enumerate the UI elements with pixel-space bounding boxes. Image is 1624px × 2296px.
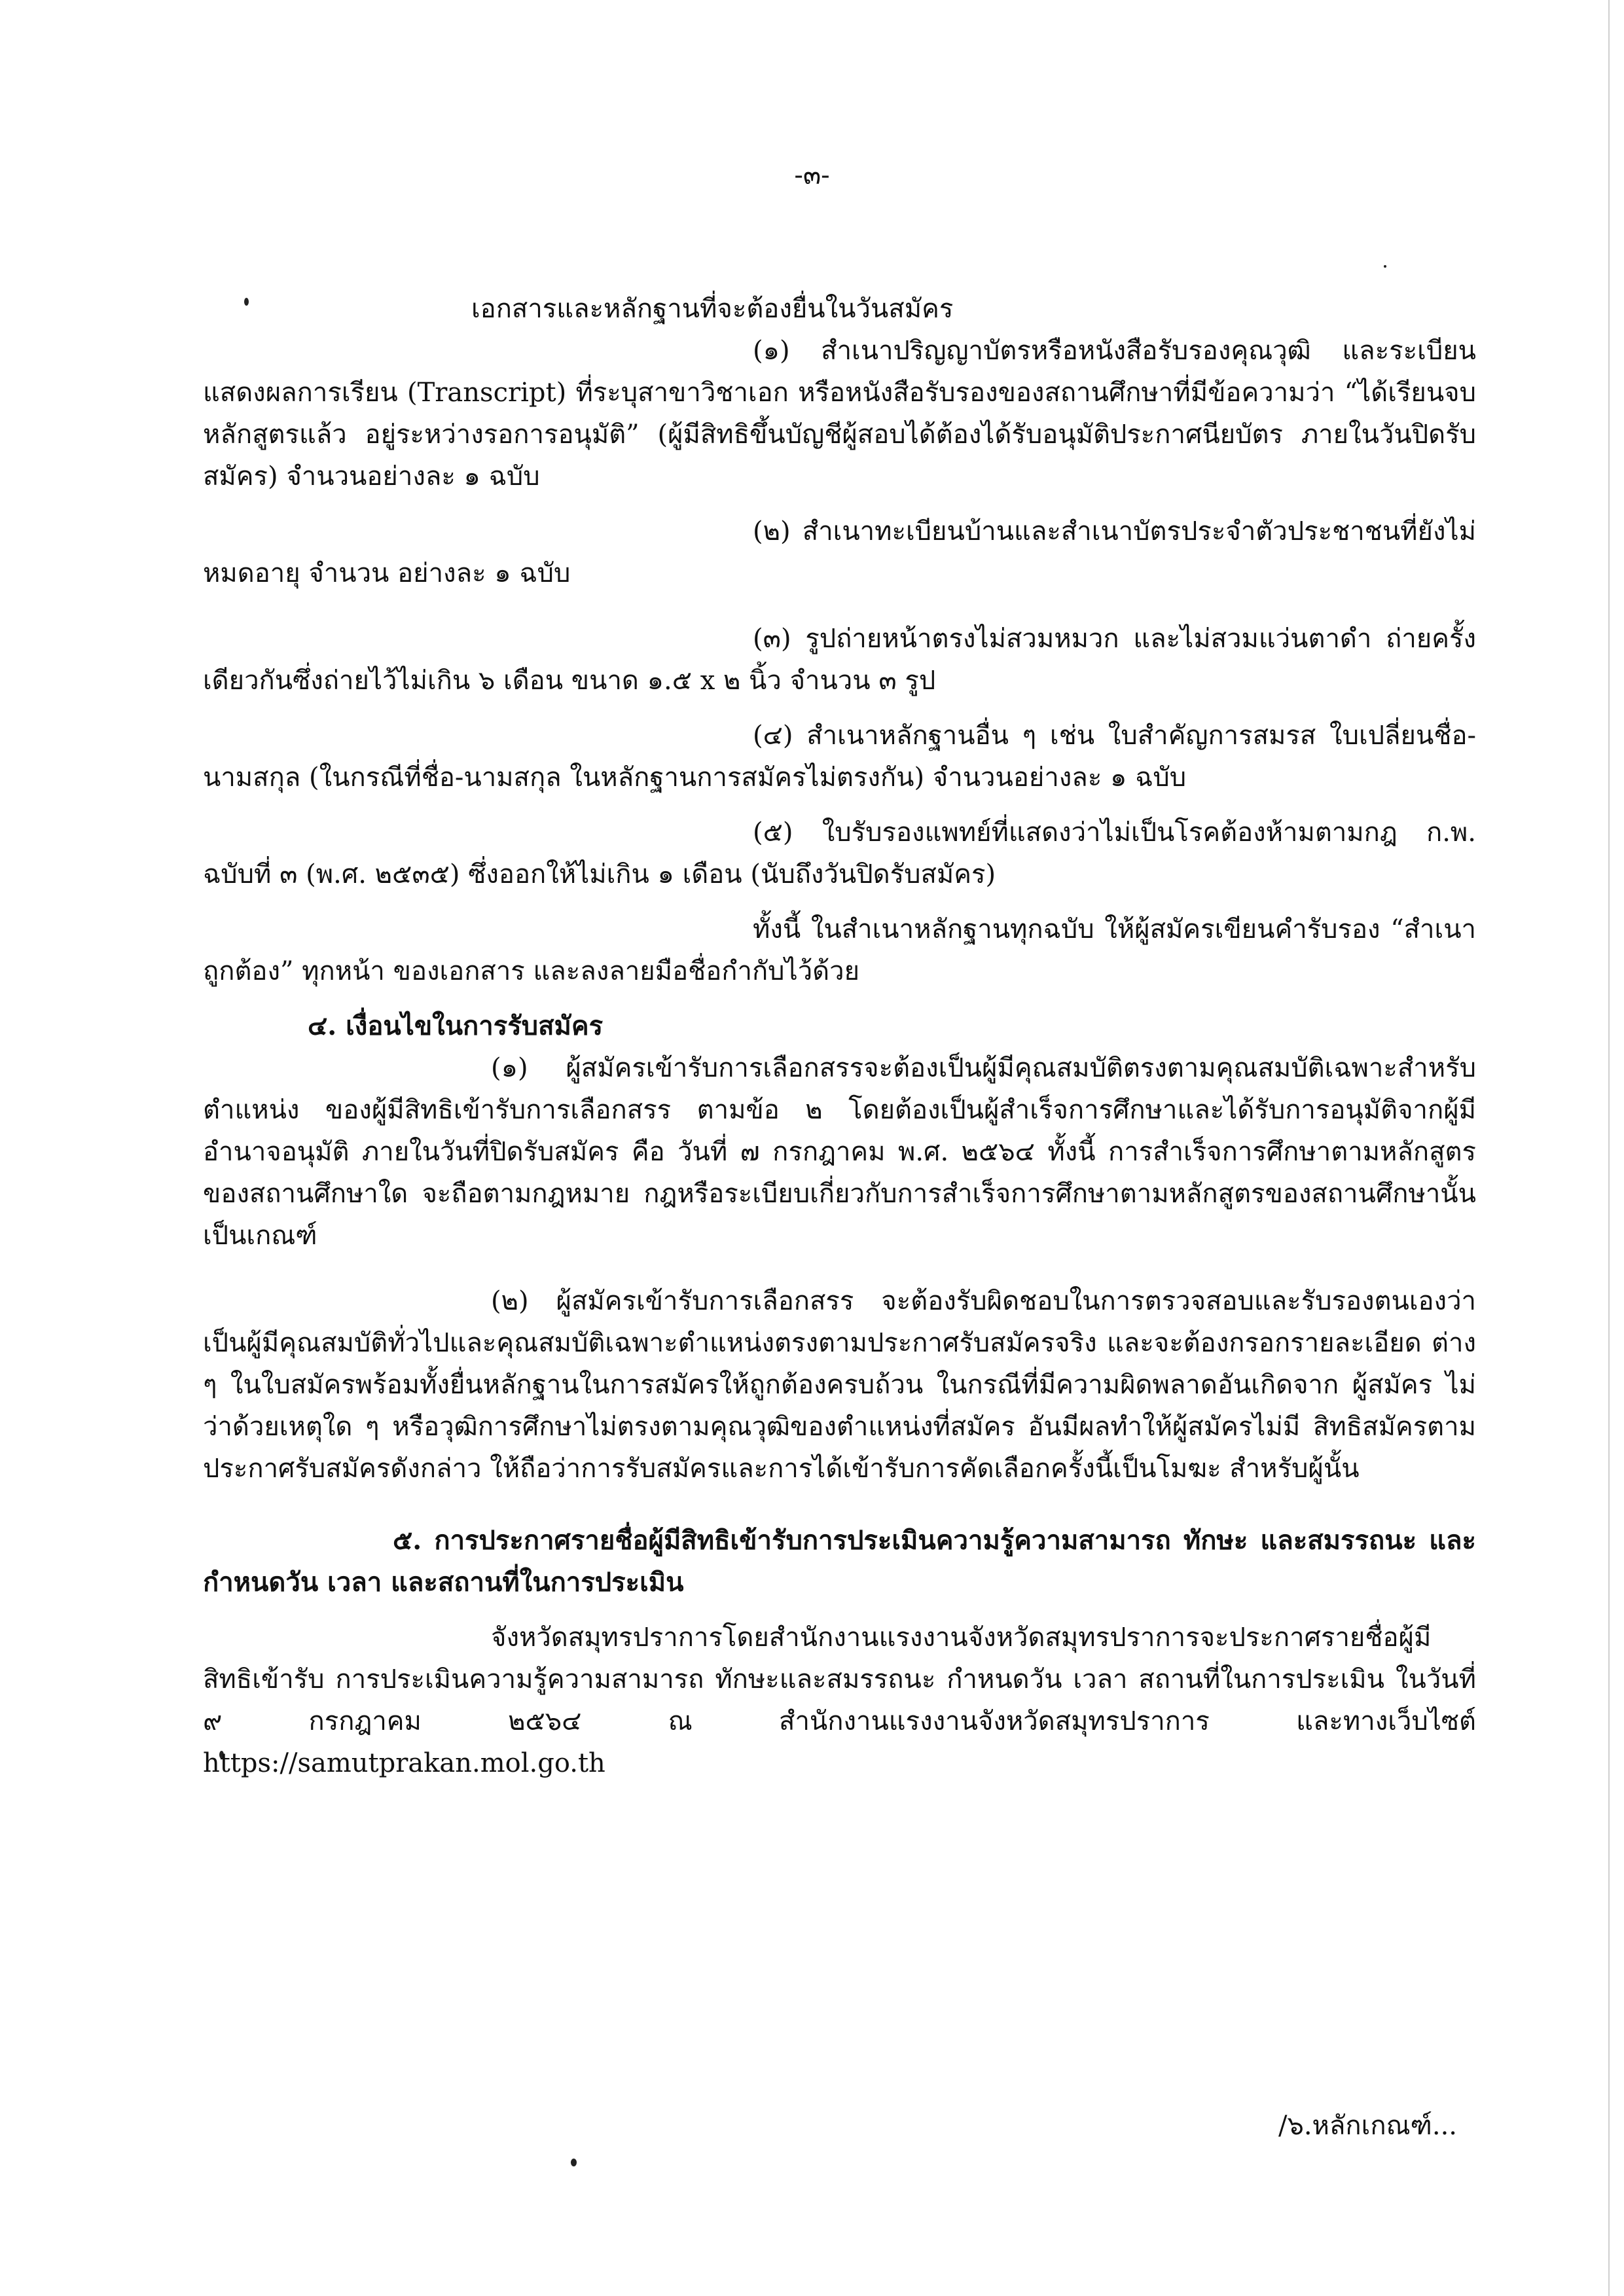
document-item-2: (๒) สำเนาทะเบียนบ้านและสำเนาบัตรประจำตัวประชาชนที่ยังไม่หมดอายุ จำนวน อย่างละ ๑ ฉบับ	[203, 516, 1476, 588]
document-item-3: (๓) รูปถ่ายหน้าตรงไม่สวมหมวก และไม่สวมแว่นตาดำ ถ่ายครั้งเดียวกันซึ่งถ่ายไว้ไม่เกิน ๖ เดือน ขนาด ๑.๕ x ๒ นิ้ว จำนวน ๓ รูป	[203, 624, 1476, 696]
section-4-item-1: (๑) ผู้สมัครเข้ารับการเลือกสรรจะต้องเป็นผู้มีคุณสมบัติตรงตามคุณสมบัติเฉพาะสำหรับตำแหน่ง ของผู้มีสิทธิเข้ารับการเลือกสรร ตามข้อ ๒ โดยต้องเป็นผู้สำเร็จการศึกษาและได้รับการอนุมัติจากผู้มีอำนาจอนุมัติ ภายในวันที่ปิดรับสมัคร คือ วันที่ ๗ กรกฎาคม พ.ศ. ๒๕๖๔ ทั้งนี้ การสำเร็จการศึกษาตามหลักสูตรของสถานศึกษาใด จะถือตามกฎหมาย กฎหรือระเบียบเกี่ยวกับการสำเร็จการศึกษาตามหลักสูตรของสถานศึกษานั้นเป็นเกณฑ์	[203, 1053, 1476, 1251]
next-page-reference: /๖.หลักเกณฑ์...	[1278, 2111, 1457, 2141]
document-item-5: (๕) ใบรับรองแพทย์ที่แสดงว่าไม่เป็นโรคต้องห้ามตามกฎ ก.พ. ฉบับที่ ๓ (พ.ศ. ๒๕๓๕) ซึ่งออกให้ไม่เกิน ๑ เดือน (นับถึงวันปิดรับสมัคร)	[203, 817, 1476, 889]
document-item-4: (๔) สำเนาหลักฐานอื่น ๆ เช่น ใบสำคัญการสมรส ใบเปลี่ยนชื่อ-นามสกุล (ในกรณีที่ชื่อ-นามสกุล ในหลักฐานการสมัครไม่ตรงกัน) จำนวนอย่างละ ๑ ฉบับ	[203, 721, 1476, 793]
certify-note: ทั้งนี้ ในสำเนาหลักฐานทุกฉบับ ให้ผู้สมัครเขียนคำรับรอง “สำเนาถูกต้อง” ทุกหน้า ของเอกสาร และลงลายมือชื่อกำกับไว้ด้วย	[203, 914, 1476, 986]
scan-edge	[1608, 0, 1610, 2296]
section-4-item-2: (๒) ผู้สมัครเข้ารับการเลือกสรร จะต้องรับผิดชอบในการตรวจสอบและรับรองตนเองว่า เป็นผู้มีคุณสมบัติทั่วไปและคุณสมบัติเฉพาะตำแหน่งตรงตามประกาศรับสมัครจริง และจะต้องกรอกรายละเอียด ต่าง ๆ ในใบสมัครพร้อมทั้งยื่นหลักฐานในการสมัครให้ถูกต้องครบถ้วน ในกรณีที่มีความผิดพลาดอันเกิดจาก ผู้สมัคร ไม่ว่าด้วยเหตุใด ๆ หรือวุฒิการศึกษาไม่ตรงตามคุณวุฒิของตำแหน่งที่สมัคร อันมีผลทำให้ผู้สมัครไม่มี สิทธิสมัครตามประกาศรับสมัครดังกล่าว ให้ถือว่าการรับสมัครและการได้เข้ารับการคัดเลือกครั้งนี้เป็นโมฆะ สำหรับผู้นั้น	[203, 1286, 1476, 1484]
scan-speck	[1384, 265, 1386, 268]
document-item-1: (๑) สำเนาปริญญาบัตรหรือหนังสือรับรองคุณวุฒิ และระเบียนแสดงผลการเรียน (Transcript) ที่ระบุสาขาวิชาเอก หรือหนังสือรับรองของสถานศึกษาที่มีข้อความว่า “ได้เรียนจบหลักสูตรแล้ว อยู่ระหว่างรอการอนุมัติ” (ผู้มีสิทธิขึ้นบัญชีผู้สอบได้ต้องได้รับอนุมัติประกาศนียบัตร ภายในวันปิดรับสมัคร) จำนวนอย่างละ ๑ ฉบับ	[203, 336, 1476, 492]
section-4-heading: ๔. เงื่อนไขในการรับสมัคร	[308, 1011, 604, 1041]
scan-speck	[571, 2159, 577, 2166]
section-5-body: จังหวัดสมุทรปราการโดยสำนักงานแรงงานจังหวัดสมุทรปราการจะประกาศรายชื่อผู้มีสิทธิเข้ารับ การประเมินความรู้ความสามารถ ทักษะและสมรรถนะ กำหนดวัน เวลา สถานที่ในการประเมิน ในวันที่ ๙ กรกฎาคม ๒๕๖๔ ณ สำนักงานแรงงานจังหวัดสมุทรปราการ และทางเว็บไซต์ https://samutprakan.mol.go.th	[203, 1623, 1476, 1778]
document-body	[203, 288, 1476, 1784]
documents-heading: เอกสารและหลักฐานที่จะต้องยื่นในวันสมัคร	[471, 294, 954, 324]
section-5-heading: ๕. การประกาศรายชื่อผู้มีสิทธิเข้ารับการประเมินความรู้ความสามารถ ทักษะ และสมรรถนะ และกำหนดวัน เวลา และสถานที่ในการประเมิน	[203, 1525, 1476, 1598]
page-number: -๓-	[794, 160, 830, 190]
